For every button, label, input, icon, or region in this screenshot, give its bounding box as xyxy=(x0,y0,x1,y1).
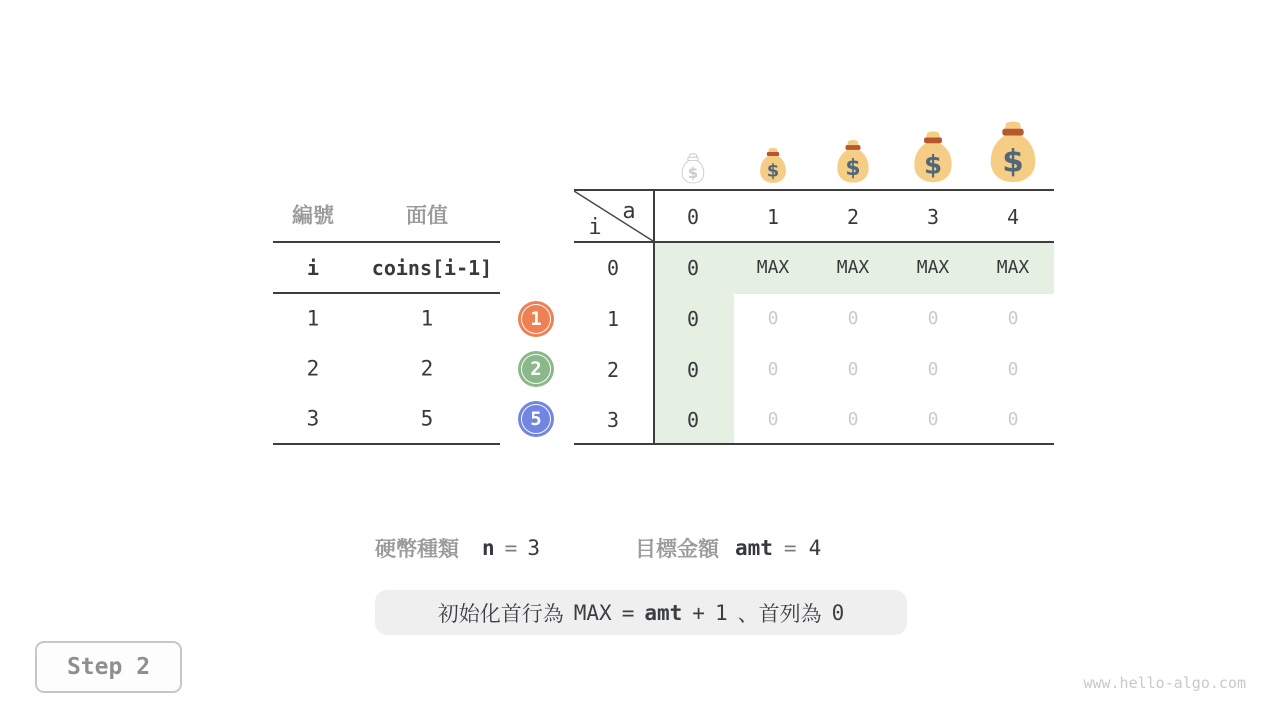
dp-corner-col-var: a xyxy=(622,199,636,224)
step-badge: Step 2 xyxy=(35,641,182,693)
amt-equals: = xyxy=(783,536,797,560)
dp-cell: 0 xyxy=(1007,308,1019,329)
dp-cell: 0 xyxy=(686,307,700,331)
banner-eq: = xyxy=(621,600,635,625)
amt-var: amt xyxy=(734,536,773,560)
dp-corner-row-var: i xyxy=(588,215,602,240)
banner-one: 1 xyxy=(714,600,728,625)
dp-cell: 0 xyxy=(847,359,859,380)
dp-col-header: 2 xyxy=(846,205,860,229)
banner-zero: 0 xyxy=(831,600,845,625)
n-var: n xyxy=(482,536,495,560)
banner-suffix: 、首列為 xyxy=(737,601,822,626)
explanation-banner xyxy=(375,590,907,635)
banner-max: MAX xyxy=(573,600,612,625)
banner-prefix: 初始化首行為 xyxy=(437,601,564,626)
coin-icon-label: 5 xyxy=(530,408,542,430)
dp-table-border-vertical xyxy=(653,189,655,445)
coin-row-index: 3 xyxy=(306,406,320,431)
dp-cell: 0 xyxy=(847,409,859,430)
money-bag-icon xyxy=(982,120,1044,184)
dp-corner-diagonal xyxy=(574,191,653,241)
n-equals: = xyxy=(504,536,518,560)
dp-row-header: 2 xyxy=(606,358,620,382)
coin-table-border xyxy=(273,241,500,243)
coin-row-value: 5 xyxy=(420,406,434,431)
coin-row-value: 1 xyxy=(420,306,434,331)
coin-row-value: 2 xyxy=(420,356,434,381)
watermark-url: www.hello-algo.com xyxy=(1083,674,1246,692)
n-value: 3 xyxy=(527,536,540,560)
dp-row-header: 0 xyxy=(606,256,620,280)
banner-amt: amt xyxy=(644,600,683,625)
coin-table-header-id: 編號 xyxy=(292,203,334,228)
coin-kinds-label: 硬幣種類 xyxy=(375,537,459,561)
coin-icon xyxy=(518,351,554,387)
dp-cell: MAX xyxy=(836,257,870,278)
money-bag-icon xyxy=(678,153,708,184)
dp-row-header: 3 xyxy=(606,408,620,432)
coin-table-header-value: 面值 xyxy=(406,203,448,228)
coin-icon-label: 1 xyxy=(530,308,542,330)
dp-table-border-header xyxy=(574,241,1054,243)
dp-cell: 0 xyxy=(927,359,939,380)
money-bag-icon xyxy=(907,130,959,184)
dp-row-header: 1 xyxy=(606,307,620,331)
dp-cell: 0 xyxy=(767,308,779,329)
coin-table-border xyxy=(273,292,500,294)
dp-cell: MAX xyxy=(996,257,1030,278)
coin-icon xyxy=(518,401,554,437)
dp-col-header: 1 xyxy=(766,205,780,229)
dp-cell: 0 xyxy=(686,256,700,280)
coin-row-index: 1 xyxy=(306,306,320,331)
dp-table-border-bottom xyxy=(574,443,1054,445)
dp-col-header: 3 xyxy=(926,205,940,229)
dp-col-header: 4 xyxy=(1006,205,1020,229)
money-bag-icon xyxy=(831,139,875,184)
dp-cell: 0 xyxy=(927,409,939,430)
coin-table-subheader-coins: coins[i-1] xyxy=(371,256,493,280)
dp-cell: 0 xyxy=(767,359,779,380)
dp-cell: MAX xyxy=(756,257,790,278)
target-amount-label: 目標金額 xyxy=(634,537,719,561)
parameters-line xyxy=(375,533,821,563)
coin-table-border xyxy=(273,443,500,445)
amt-value: 4 xyxy=(808,536,822,560)
dp-cell: MAX xyxy=(916,257,950,278)
dp-cell: 0 xyxy=(767,409,779,430)
coin-icon-label: 2 xyxy=(530,358,542,380)
dp-cell: 0 xyxy=(686,358,700,382)
dp-cell: 0 xyxy=(1007,359,1019,380)
coin-table-subheader-i: i xyxy=(306,256,320,280)
money-bag-icon xyxy=(755,147,791,184)
coin-icon xyxy=(518,301,554,337)
dp-col-header: 0 xyxy=(686,205,700,229)
dp-cell: 0 xyxy=(686,408,700,432)
dp-cell: 0 xyxy=(927,308,939,329)
banner-plus: + xyxy=(692,600,705,625)
coin-row-index: 2 xyxy=(306,356,320,381)
dp-cell: 0 xyxy=(847,308,859,329)
dp-cell: 0 xyxy=(1007,409,1019,430)
